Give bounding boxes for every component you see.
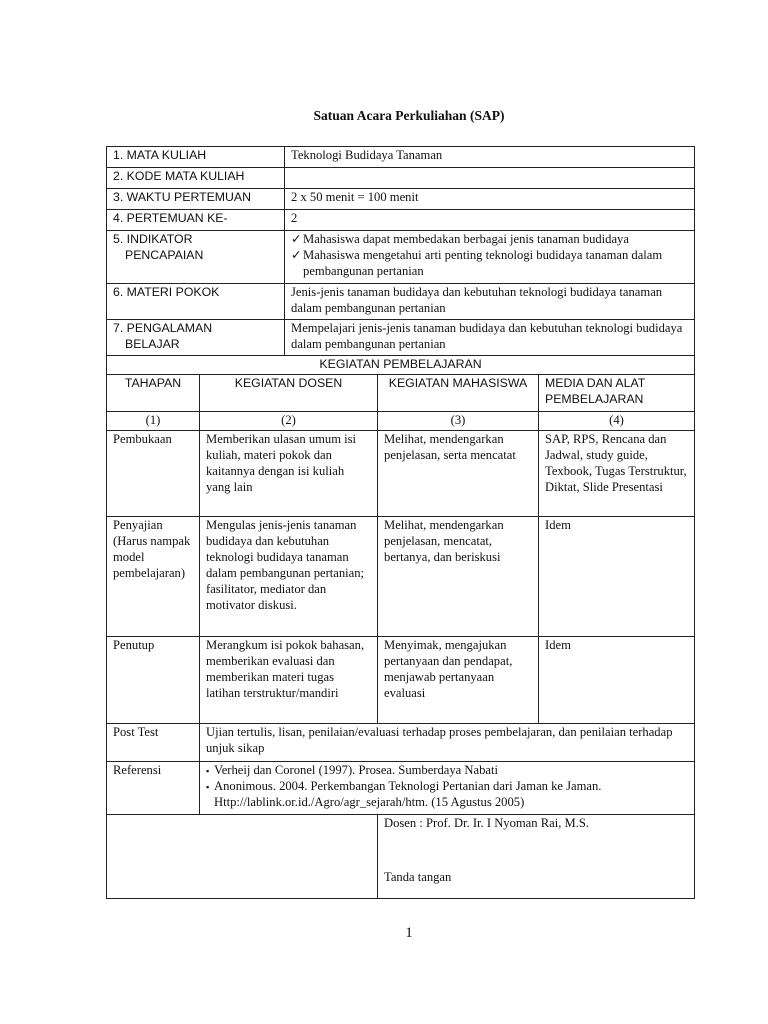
signature-row xyxy=(107,815,695,899)
info-row-indikator xyxy=(107,231,695,284)
kegiatan-header: KEGIATAN PEMBELAJARAN xyxy=(107,356,695,375)
stage-row-penyajian xyxy=(107,517,695,637)
square-bullet-icon: ▪ xyxy=(206,766,210,776)
stage-tahapan: Pembukaan xyxy=(107,431,200,517)
pengalaman-label-line1: 7. PENGALAMAN xyxy=(113,321,213,335)
signature-label: Tanda tangan xyxy=(384,869,452,884)
column-number: (3) xyxy=(378,412,539,431)
info-value: 2 x 50 menit = 100 menit xyxy=(285,189,695,210)
indikator-value xyxy=(285,231,695,284)
info-label: 4. PERTEMUAN KE- xyxy=(107,210,285,231)
info-row-waktu xyxy=(107,189,695,210)
document-title: Satuan Acara Perkuliahan (SAP) xyxy=(313,108,505,123)
info-row-pengalaman xyxy=(107,320,695,356)
checkmark-icon: ✓ xyxy=(291,247,302,262)
info-label: 1. MATA KULIAH xyxy=(107,147,285,168)
stage-mahasiswa: Melihat, mendengarkan penjelasan, mencatat, bertanya, dan beriskusi xyxy=(378,517,539,637)
indikator-item-text: Mahasiswa mengetahui arti penting teknologi budidaya tanaman dalam pembangunan pertanian xyxy=(303,247,663,278)
pengalaman-value: Mempelajari jenis-jenis tanaman budidaya dan kebutuhan teknologi budidaya dalam pembangunan pertanian xyxy=(285,320,695,356)
info-row-materi xyxy=(107,284,695,320)
referensi-item-text: Verheij dan Coronel (1997). Prosea. Sumberdaya Nabati xyxy=(214,763,498,777)
stage-tahapan: Penutup xyxy=(107,637,200,724)
post-test-value: Ujian tertulis, lisan, penilaian/evaluasi terhadap proses pembelajaran, dan penilaian terhadap unjuk sikap xyxy=(200,724,695,762)
referensi-label: Referensi xyxy=(107,762,200,815)
column-number: (4) xyxy=(539,412,695,431)
column-number-row xyxy=(107,412,695,431)
referensi-row xyxy=(107,762,695,815)
stage-media: Idem xyxy=(539,517,695,637)
indikator-item-text: Mahasiswa dapat membedakan berbagai jenis tanaman budidaya xyxy=(303,232,629,246)
checkmark-icon: ✓ xyxy=(291,232,302,246)
info-label: 2. KODE MATA KULIAH xyxy=(107,168,285,189)
referensi-value xyxy=(200,762,695,815)
column-header-tahapan: TAHAPAN xyxy=(107,375,200,412)
column-header-dosen: KEGIATAN DOSEN xyxy=(200,375,378,412)
stage-dosen: Memberikan ulasan umum isi kuliah, materi pokok dan kaitannya dengan isi kuliah yang lain xyxy=(200,431,378,517)
indikator-label xyxy=(107,231,285,284)
indikator-item xyxy=(291,248,688,280)
stage-mahasiswa: Melihat, mendengarkan penjelasan, serta mencatat xyxy=(378,431,539,517)
signature-block xyxy=(378,815,695,899)
info-row-kode xyxy=(107,168,695,189)
dosen-name: Dosen : Prof. Dr. Ir. I Nyoman Rai, M.S. xyxy=(384,816,590,830)
info-row-mata-kuliah xyxy=(107,147,695,168)
stage-row-penutup xyxy=(107,637,695,724)
stage-mahasiswa: Menyimak, mengajukan pertanyaan dan pendapat, menjawab pertanyaan evaluasi xyxy=(378,637,539,724)
stage-tahapan: Penyajian (Harus nampak model pembelajaran) xyxy=(107,517,200,637)
info-value xyxy=(285,168,695,189)
stage-dosen: Merangkum isi pokok bahasan, memberikan evaluasi dan memberikan materi tugas latihan terstruktur/mandiri xyxy=(200,637,378,724)
indikator-label-line1: 5. INDIKATOR xyxy=(113,232,193,246)
pengalaman-label-line2: BELAJAR xyxy=(125,336,180,351)
column-number: (1) xyxy=(107,412,200,431)
indikator-label-line2: PENCAPAIAN xyxy=(125,247,204,262)
signature-blank xyxy=(107,815,378,899)
referensi-item xyxy=(206,763,688,779)
stage-media: SAP, RPS, Rencana dan Jadwal, study guide, Texbook, Tugas Terstruktur, Diktat, Slide Presentasi xyxy=(539,431,695,517)
materi-value: Jenis-jenis tanaman budidaya dan kebutuhan teknologi budidaya tanaman dalam pembangunan pertanian xyxy=(285,284,695,320)
column-header-media: MEDIA DAN ALAT PEMBELAJARAN xyxy=(539,375,695,412)
square-bullet-icon: ▪ xyxy=(206,782,210,792)
referensi-item-text: Anonimous. 2004. Perkembangan Teknologi Pertanian dari Jaman ke Jaman. Http://lablink.or.id./Agro/agr_sejarah/htm. (15 Agustus 2005) xyxy=(214,779,602,809)
pengalaman-label xyxy=(107,320,285,356)
column-header-row xyxy=(107,375,695,412)
stage-dosen: Mengulas jenis-jenis tanaman budidaya dan kebutuhan teknologi budidaya tanaman dalam pembangunan pertanian; fasilitator, mediator dan motivator diskusi. xyxy=(200,517,378,637)
info-row-pertemuan xyxy=(107,210,695,231)
referensi-item xyxy=(206,779,688,811)
info-label: 3. WAKTU PERTEMUAN xyxy=(107,189,285,210)
indikator-item xyxy=(291,232,688,248)
page-number: 1 xyxy=(405,925,413,941)
post-test-label: Post Test xyxy=(107,724,200,762)
column-number: (2) xyxy=(200,412,378,431)
column-header-mahasiswa: KEGIATAN MAHASISWA xyxy=(378,375,539,412)
sap-table xyxy=(106,146,695,899)
info-value: 2 xyxy=(285,210,695,231)
post-test-row xyxy=(107,724,695,762)
stage-row-pembukaan xyxy=(107,431,695,517)
info-value: Teknologi Budidaya Tanaman xyxy=(285,147,695,168)
kegiatan-header-row xyxy=(107,356,695,375)
stage-media: Idem xyxy=(539,637,695,724)
materi-label: 6. MATERI POKOK xyxy=(107,284,285,320)
